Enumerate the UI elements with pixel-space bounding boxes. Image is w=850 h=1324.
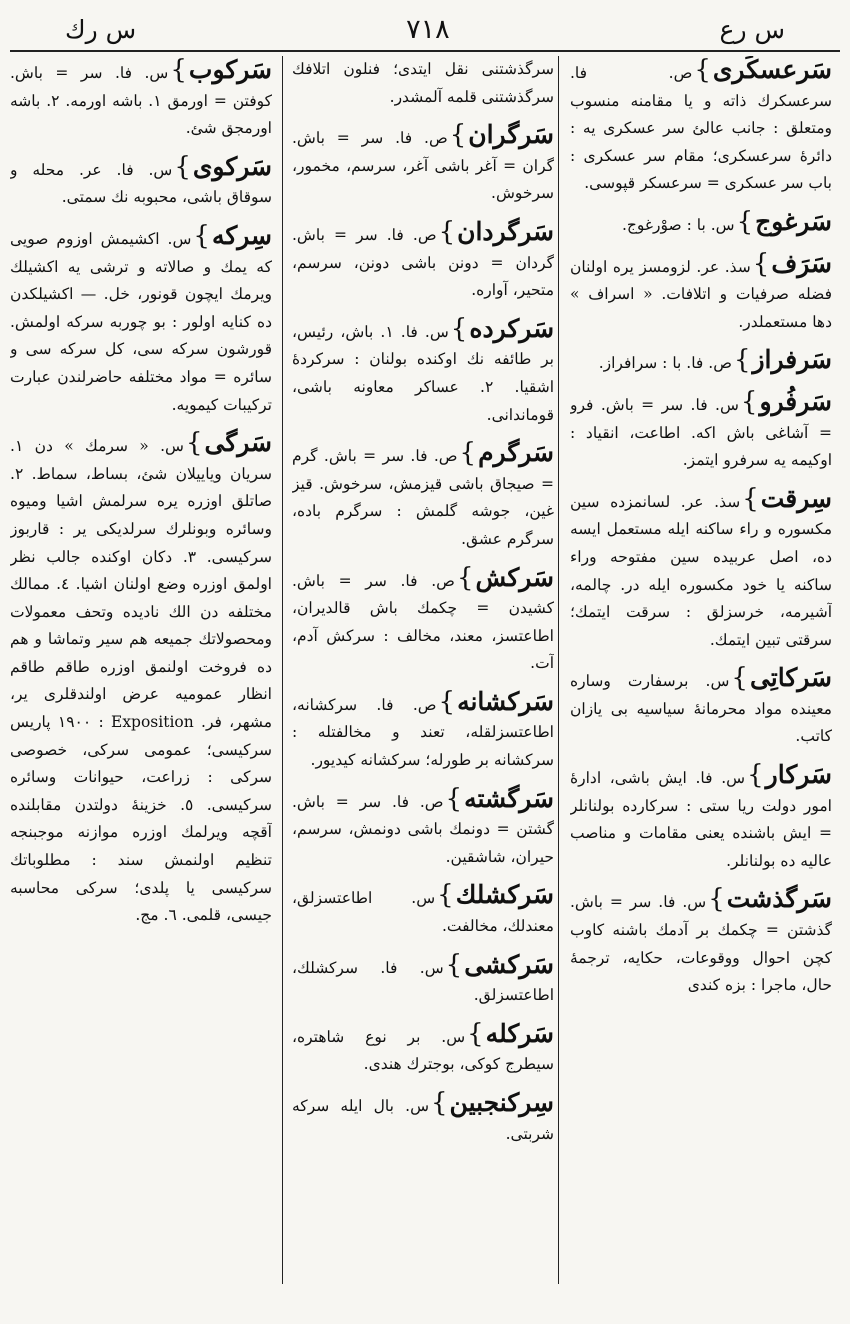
brace-icon: } [449,120,467,151]
dictionary-entry [292,951,554,1010]
entry-definition: س. اكشيمش اوزوم صويى كه يمك و صالاته و ترشى يه اكشيلك ويرمك ايچون قونور، خل. — اكشيلكدن ده كنايه اولور : بو چوربه سركه اولمش. قورشون سركه سى، كل سركه سى و سائره = مواد مختلفه حاضرلندن عبارت تركيبات كيمويه. [10,229,272,414]
entry-definition: س. « سرمك » دن ١. سريان وياييلان شئ، بساط، سماط. ٢. صاتلق اوزره يره سرلمش اشيا وميوه وسائره وبونلرك سرلديكى ير : قاربوز سركيسى. ٣. دكان اوكنده جالب نظر اولمق اوزره وضع اولنان اشيا. ٤. ممالك مختلفه دن الك نادیده وتحف معمولات ومحصولاتك جميعه هم سير وتماشا و هم ده فروخت اولنمق اوزره طاقم طاقم انظار عموميه عرض اولندقلرى ير، مشهر، فر. Exposition : ١٩٠٠ پاريس سركيسى؛ عمومى سركى، خصوصى سركى : زراعت، حيوانات وسائره سركيسى. ٥. خزينهٔ دولتدن مقابلنده آقچه ويرلمك اوزره موازنه موجبنجه تنظيم اولنمش سند : مطلوباتك سركيسى يا پلدى؛ سركى محاسبه جيسى، قلمى. ٦. مج. [10,437,272,925]
dictionary-entry [570,208,832,240]
entry-definition: س. فا. سر = باش. گذشتن = چكمك بر آدمك باشنه كاوب كچن احوال ووقوعات، حكايه، ترجمهٔ حال، ماجرا : بزه كندى [570,893,832,995]
dictionary-entry [292,564,554,678]
entry-definition: س. برسفارت وساره معينده مواد محرمانهٔ سياسيه بى يازان كاتب. [570,672,832,746]
entry-definition: س. فا. عر. محله و سوقاق باشى، محبوبه نك سمتى. [10,160,272,207]
entry-definition: سذ. عر. لسانمزده سين مكسوره و راء ساكنه ايله مستعمل ايسه ده، اصل عربيده سين مفتوحه وراء ساكنه يا خود مكسوره ايله در. چالمه، آشيرمه، خرسزلق : سرقت ايتمك؛ سرقتى تبين ايتمك. [570,492,832,649]
brace-icon: } [747,760,764,791]
brace-icon: } [438,686,456,717]
entry-headword: سِركنجبين [449,1088,554,1117]
dictionary-entry [10,222,272,419]
entry-headword: سَرگران [468,120,554,150]
entry-definition: س. اطاعتسزلق، معندلك، مخالفت. [292,889,554,936]
entry-definition: س. فا. سركشلك، اطاعتسزلق. [292,958,554,1005]
column-middle [292,56,554,1284]
entry-headword: سَرعسكَرى [712,56,832,84]
entry-headword: سِركه [211,220,272,250]
column-left [10,56,272,1284]
column-right [570,56,832,1284]
dictionary-entry [570,885,832,999]
brace-icon: } [742,483,759,514]
entry-definition: س. بر نوع شاهتره، سيطرج كوكى، بوجترك هندى. [292,1027,554,1074]
brace-icon: } [733,345,751,376]
entry-headword: سَرگرم [478,438,554,468]
entry-headword: سَركش [475,562,554,592]
dictionary-entry [292,881,554,940]
column-divider [282,56,283,1284]
entry-headword: سَرفراز [752,345,832,375]
brace-icon: } [445,783,463,814]
page-number: ٧١٨ [406,13,450,45]
entry-headword: سَرفُرو [759,386,832,416]
entry-headword: سِرقت [760,483,832,513]
dictionary-entry [10,56,272,143]
entry-definition: ص. فا. سركشانه، اطاعتسزلقله، تعند و مخالفتله : سركشانه بر طورله؛ سركشانه كيديور. [292,695,554,770]
entry-definition: س. با : صوْرغوج. [621,215,735,234]
page-header [10,8,840,52]
brace-icon: } [174,151,191,182]
entry-definition: ص. فا. سر = باش. گرم = صيجاق باشى قيزمش، سرخوش. قيز غين، جوشه گلمش : سرگرم باده، سرگرم عشق. [292,447,554,548]
entry-headword: سَرگردان [457,216,554,246]
dictionary-entry [292,785,554,872]
entry-headword: سَركله [485,1018,554,1048]
brace-icon: } [193,220,210,251]
dictionary-entry [570,761,832,875]
brace-icon: } [467,1018,484,1049]
brace-icon: } [459,438,477,469]
entry-definition: س. فا. ١. باش، رئيس، بر طائفه نك اوكنده بولنان : سركردهٔ اشقيا. ٢. عساكر معاونه باشى، قوماندانى. [292,322,554,424]
header-right: س رع [719,14,785,44]
dictionary-entry [292,315,554,429]
entry-definition: س. فا. سر = باش. كوفتن = اورمق ١. باشه اورمه. ٢. باشه اورمجق شئ. [10,64,272,138]
entry-headword: سَركاتِى [749,663,832,693]
dictionary-entry [10,153,272,212]
entry-headword: سَركوب [188,56,272,84]
brace-icon: } [450,313,468,344]
brace-icon: } [431,1088,448,1118]
dictionary-entry [292,1089,554,1148]
entry-headword: سَرگشته [464,783,554,813]
brace-icon: } [740,386,758,417]
dictionary-entry [10,429,272,930]
dictionary-entry [570,56,832,198]
brace-icon: } [437,880,454,911]
entry-headword: سَركشلك [455,880,554,910]
dictionary-entry [292,439,554,553]
entry-headword: سَركار [765,760,832,790]
brace-icon: } [445,949,463,980]
entry-definition: ص. فا. با : سرافراز. [598,354,732,373]
entry-headword: سَرَف [771,248,832,278]
entry-headword: سَرگى [204,428,272,458]
dictionary-entry [570,664,832,751]
brace-icon: } [736,206,754,237]
entry-definition: س. فا. سر = باش. فرو = آشاغى باش اكه. اطاعت، انقياد : اوكيمه يه سرفرو ايتمز. [570,395,832,470]
entry-headword: سَركشانه [457,686,554,716]
brace-icon: } [456,562,474,593]
brace-icon: } [752,248,770,279]
column-divider [558,56,559,1284]
dictionary-entry [292,688,554,775]
dictionary-entry [292,1020,554,1079]
brace-icon: } [708,884,725,915]
dictionary-entry [570,250,832,337]
brace-icon: } [185,428,203,459]
entry-definition: ص. فا. سر = باش. گشتن = دونمك باشى دونمش، سرسم، حيران، شاشقين. [292,792,554,866]
entry-definition: س. فا. ايش باشى، ادارهٔ امور دولت ريا ستى : سركارده بولنانلر = ايش باشنده يعنى مقامات و مناصب عاليه ده بولنانلر. [570,769,832,870]
entry-definition: ص. فا. سرعسكرك ذاته و يا مقامنه منسوب ومتعلق : جانب عالئ سر عسكرى يه : دائرهٔ سرعسكرى؛ مقام سر عسكرى : باب سر عسكرى = سرعسكر قپوسى. [570,64,832,193]
entry-definition: سرگذشتنى نقل ايتدى؛ فنلون اتلافك سرگذشتنى قلمه آلمشدر. [292,60,554,106]
entry-definition: ص. فا. سر = باش. كشيدن = چكمك باش قالديران، اطاعتسز، معند، مخالف : سركش آدم، آت. [292,571,554,673]
entry-headword: سَركوى [192,151,272,181]
header-left: س رك [65,14,137,44]
entry-headword: سَركرده [469,313,554,343]
brace-icon: } [170,56,187,85]
brace-icon: } [438,216,456,247]
entry-definition: ص. فا. سر = باش. گردان = دونن باشى دونن، سرسم، متحير، آواره. [292,225,554,300]
dictionary-entry [570,485,832,655]
brace-icon: } [694,56,711,85]
dictionary-entry [570,388,832,475]
entry-definition: س. بال ايله سركه شربتى. [292,1097,554,1143]
dictionary-entry [292,218,554,305]
dictionary-entry [292,121,554,208]
brace-icon: } [731,663,748,694]
entry-headword: سَرگذشت [726,884,832,914]
dictionary-entry [570,346,832,378]
entry-headword: سَركشى [464,949,554,979]
entry-headword: سَرغوج [755,206,832,236]
entry-definition: ص. فا. سر = باش. گران = آغر باشى آغر، سرسم، مخمور، سرخوش. [292,129,554,203]
entry-definition: سذ. عر. لزومسز يره اولنان فضله صرفيات و اتلافات. « اسراف » دها مستعملدر. [570,257,832,331]
dictionary-entry [292,56,554,111]
